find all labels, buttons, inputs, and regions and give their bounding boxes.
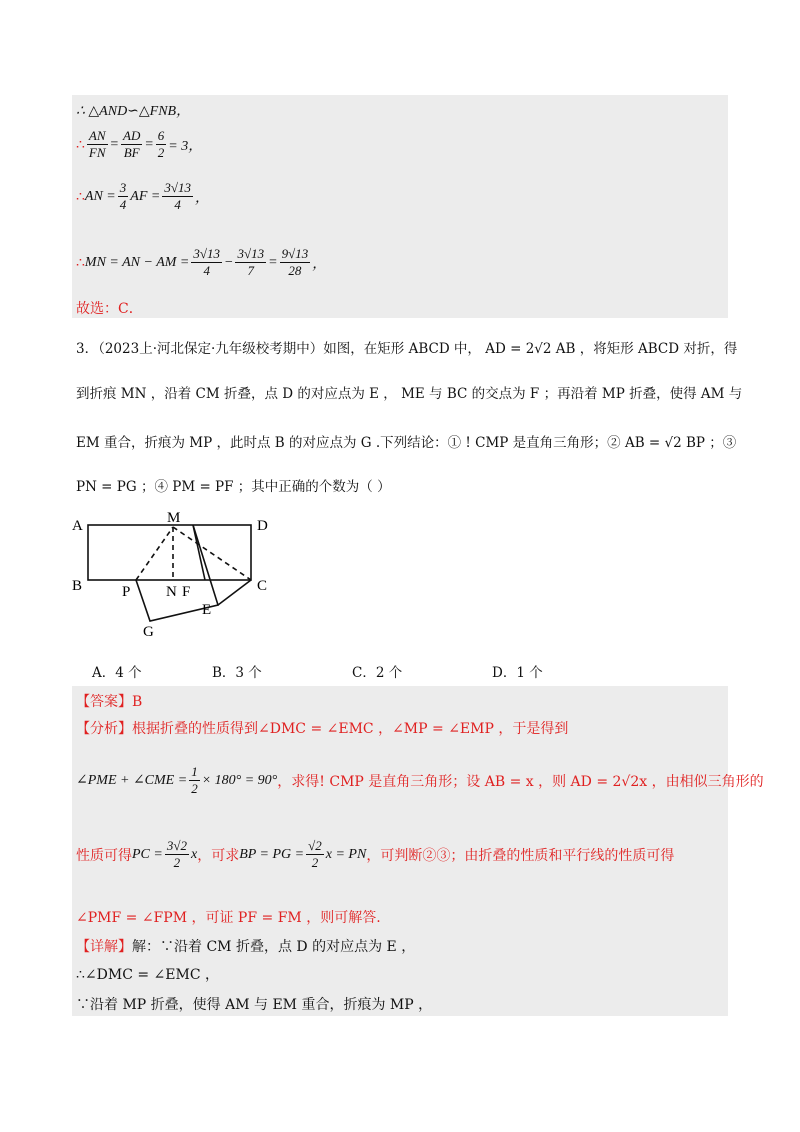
label-n: N bbox=[166, 584, 177, 600]
question-line-1: 3．（2023上·河北保定·九年级校考期中）如图，在矩形 ABCD 中， AD = 2√2 AB ，将矩形 ABCD 对折，得 bbox=[76, 341, 738, 357]
fraction: $\frac{9√13}{28}$ bbox=[281, 246, 309, 278]
label-g: G bbox=[143, 624, 154, 640]
fraction: $\frac{6}{2}$ bbox=[157, 128, 165, 160]
segment-mf bbox=[193, 525, 205, 580]
therefore-symbol: ∴ bbox=[76, 188, 85, 205]
option-b: B．3 个 bbox=[212, 665, 262, 681]
label-c: C bbox=[257, 578, 268, 594]
therefore-symbol: ∴ bbox=[76, 254, 85, 271]
dashed-pm bbox=[136, 527, 173, 580]
label-d: D bbox=[257, 518, 268, 534]
fraction: $\frac{3√13}{4}$ bbox=[193, 246, 221, 278]
geometry-figure bbox=[68, 510, 288, 640]
solution-line-1 bbox=[76, 100, 190, 120]
fraction: $\frac{3√2}{2}$ bbox=[166, 838, 187, 870]
label-f: F bbox=[182, 584, 191, 600]
label-a: A bbox=[72, 518, 83, 534]
fraction: $\frac{1}{2}$ bbox=[191, 764, 198, 796]
detail-line-2: ∴∠DMC = ∠EMC ， bbox=[76, 967, 219, 983]
solution-line-3: ∴ AN = $\frac{3}{4}$ AF = $\frac{3√13}{4}$ ， bbox=[76, 180, 209, 212]
detail-label: 【详解】 bbox=[76, 939, 132, 955]
fraction: $\frac{AN}{FN}$ bbox=[88, 128, 106, 160]
option-a: A．4 个 bbox=[92, 665, 142, 681]
label-p: P bbox=[122, 584, 131, 600]
label-e: E bbox=[202, 602, 212, 618]
solution-line-2: ∴ $\frac{AN}{FN}$ = $\frac{AD}{BF}$ = $\frac{6}{2}$ = 3， bbox=[76, 128, 203, 160]
question-line-2: 到折痕 MN ，沿着 CM 折叠，点 D 的对应点为 E ， ME 与 BC 的交点为 F ；再沿着 MP 折叠，使得 AM 与 bbox=[76, 386, 743, 402]
fraction: $\frac{AD}{BF}$ bbox=[123, 128, 141, 160]
fraction: $\frac{3}{4}$ bbox=[119, 180, 127, 212]
analysis-label: 【分析】 bbox=[76, 721, 132, 737]
similar-triangles-text: ∴ △AND∽△FNB， bbox=[76, 104, 191, 119]
label-b: B bbox=[72, 578, 83, 594]
segment-ec bbox=[218, 580, 251, 605]
analysis-line-2: ∠PME + ∠CME = $\frac{1}{2}$ × 180° = 90° ，求得! CMP 是直角三角形；设 AB = x ，则 AD = 2√2x ，由相似三角形的 bbox=[76, 764, 764, 796]
option-c: C．2 个 bbox=[352, 665, 403, 681]
analysis-line-1: 【分析】 根据折叠的性质得到∠DMC = ∠EMC ，∠MP = ∠EMP ，于是得到 bbox=[76, 718, 568, 738]
analysis-line-4: ∠PMF = ∠FPM ，可证 PF = FM ，则可解答. bbox=[76, 910, 381, 926]
question-line-3: EM 重合，折痕为 MP ，此时点 B 的对应点为 G .下列结论：① ! CMP 是直角三角形；② AB = √2 BP ；③ bbox=[76, 435, 737, 451]
detail-line-3: ∵沿着 MP 折叠，使得 AM 与 EM 重合，折痕为 MP ， bbox=[76, 997, 433, 1013]
dashed-mc bbox=[173, 527, 251, 580]
label-m: M bbox=[167, 510, 181, 526]
fraction: $\frac{√2}{2}$ bbox=[308, 838, 322, 870]
choice-answer-line: 故选：C． bbox=[76, 301, 143, 317]
fraction: $\frac{3√13}{7}$ bbox=[237, 246, 265, 278]
answer-label: 【答案】B bbox=[76, 694, 143, 710]
therefore-symbol: ∴ bbox=[76, 136, 85, 153]
detail-line-1: 【详解】 解：∵沿着 CM 折叠，点 D 的对应点为 E ， bbox=[76, 936, 415, 956]
solution-line-4: ∴ MN = AN − AM = $\frac{3√13}{4}$ − $\frac{3√13}{7}$ = $\frac{9√13}{28}$ ， bbox=[76, 246, 327, 278]
fraction: $\frac{3√13}{4}$ bbox=[164, 180, 191, 212]
option-d: D．1 个 bbox=[492, 665, 543, 681]
question-line-4: PN = PG ；④ PM = PF ；其中正确的个数为（ ） bbox=[76, 479, 391, 495]
analysis-line-3: 性质可得 PC = $\frac{3√2}{2}$ x ，可求 BP = PG = $\frac{√2}{2}$ x = PN ，可判断②③；由折叠的性质和平行线的性质可得 bbox=[76, 838, 675, 870]
